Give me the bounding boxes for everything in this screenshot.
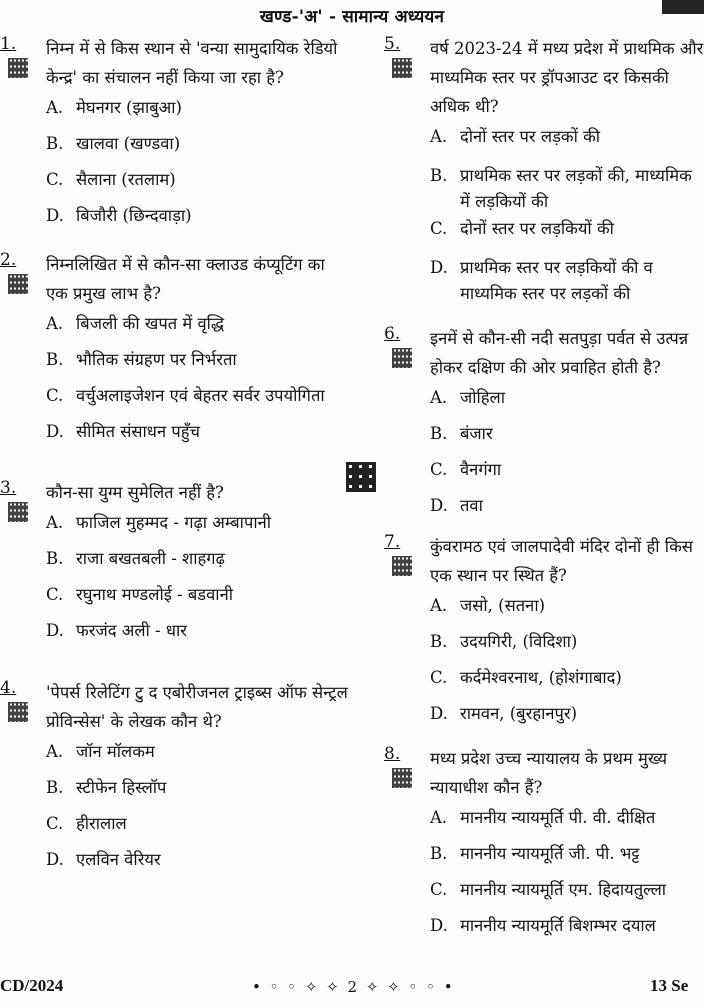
option-b[interactable]: B. राजा बखतबली - शाहगढ़	[46, 549, 225, 568]
question-8	[384, 744, 704, 954]
option-d[interactable]: D. बिजौरी (छिन्दवाड़ा)	[46, 206, 192, 225]
question-2	[0, 250, 350, 478]
option-d[interactable]: D. एलविन वेरियर	[46, 850, 161, 869]
option-b[interactable]: B. भौतिक संग्रहण पर निर्भरता	[46, 350, 237, 369]
option-c[interactable]: C. वर्चुअलाइजेशन एवं बेहतर सर्वर उपयोगिता	[46, 386, 325, 405]
right-column	[384, 34, 704, 954]
question-3	[0, 478, 350, 678]
question-number: 5.	[384, 34, 401, 54]
page-title: खण्ड-'अ' - सामान्य अध्ययन	[259, 7, 445, 27]
question-7	[384, 532, 704, 744]
question-text: निम्न में से किस स्थान से 'वन्या सामुदायिक रेडियो केन्द्र' का संचालन नहीं किया जा रहा है?	[46, 39, 338, 87]
question-4	[0, 678, 350, 918]
left-column	[0, 34, 350, 918]
option-a[interactable]: A. दोनों स्तर पर लड़कों की	[430, 127, 601, 146]
qr-code-icon	[392, 58, 412, 78]
question-number: 3.	[0, 478, 17, 498]
booklet-code: CD/2024	[0, 976, 64, 995]
question-text: निम्नलिखित में से कौन-सा क्लाउड कंप्यूटिंग का एक प्रमुख लाभ है?	[46, 255, 325, 303]
option-d[interactable]: D. फरजंद अली - धार	[46, 621, 188, 640]
option-a[interactable]: A. मेघनगर (झाबुआ)	[46, 98, 182, 117]
option-a[interactable]: A. जसो, (सतना)	[430, 596, 546, 615]
option-d[interactable]: D. तवा	[430, 496, 483, 515]
question-text: कुंवरामठ एवं जालपादेवी मंदिर दोनों ही किस एक स्थान पर स्थित हैं?	[430, 537, 693, 585]
qr-code-icon	[392, 556, 412, 576]
option-b[interactable]: B. उदयगिरी, (विदिशा)	[430, 632, 578, 651]
option-b[interactable]: B. माननीय न्यायमूर्ति जी. पी. भट्ट	[430, 844, 640, 863]
qr-code-icon	[8, 274, 28, 294]
option-c[interactable]: C. कर्दमेश्वरनाथ, (होशंगाबाद)	[430, 668, 622, 687]
option-d[interactable]: D. सीमित संसाधन पहुँच	[46, 422, 200, 441]
question-text: 'पेपर्स रिलेटिंग टु द एबोरीजनल ट्राइब्स ऑफ सेन्ट्रल प्रोविन्सेस' के लेखक कौन थे?	[46, 683, 348, 731]
question-number: 2.	[0, 250, 17, 270]
qr-code-icon	[392, 768, 412, 788]
option-b[interactable]: B. खालवा (खण्डवा)	[46, 134, 181, 153]
option-a[interactable]: A. बिजली की खपत में वृद्धि	[46, 314, 225, 333]
qr-code-icon	[8, 502, 28, 522]
option-a[interactable]: A. माननीय न्यायमूर्ति पी. वी. दीक्षित	[430, 808, 656, 827]
option-d[interactable]: D. माननीय न्यायमूर्ति बिशम्भर दयाल	[430, 916, 656, 935]
option-a[interactable]: A. जॉन मॉलकम	[46, 742, 155, 761]
question-number: 8.	[384, 744, 401, 764]
option-c[interactable]: C. रघुनाथ मण्डलोई - बडवानी	[46, 585, 234, 604]
qr-code-icon	[346, 462, 376, 492]
question-text: इनमें से कौन-सी नदी सतपुड़ा पर्वत से उत्पन्न होकर दक्षिण की ओर प्रवाहित होती है?	[430, 329, 689, 377]
option-b[interactable]: B. प्राथमिक स्तर पर लड़कों की, माध्यमिक में लड़कियों की	[430, 166, 692, 211]
question-text: कौन-सा युग्म सुमेलित नहीं है?	[46, 483, 224, 502]
qr-code-icon	[8, 702, 28, 722]
option-b[interactable]: B. बंजार	[430, 424, 493, 443]
question-number: 4.	[0, 678, 17, 698]
option-c[interactable]: C. माननीय न्यायमूर्ति एम. हिदायतुल्ला	[430, 880, 667, 899]
option-d[interactable]: D. रामवन, (बुरहानपुर)	[430, 704, 578, 723]
question-6	[384, 324, 704, 532]
question-1	[0, 34, 350, 250]
option-d[interactable]: D. प्राथमिक स्तर पर लड़कियों की व माध्यमिक स्तर पर लड़कों की	[430, 258, 653, 303]
question-number: 1.	[0, 34, 17, 54]
option-c[interactable]: C. हीरालाल	[46, 814, 127, 833]
option-c[interactable]: C. दोनों स्तर पर लड़कियों की	[430, 219, 614, 238]
question-text: मध्य प्रदेश उच्च न्यायालय के प्रथम मुख्य न्यायाधीश कौन हैं?	[430, 749, 668, 797]
qr-code-icon	[392, 348, 412, 368]
question-number: 6.	[384, 324, 401, 344]
option-a[interactable]: A. फाजिल मुहम्मद - गढ़ा अम्बापानी	[46, 513, 272, 532]
page-marker: • ◦ ◦ ✧ ✧ 2 ✧ ✧ ◦ ◦ •	[252, 978, 455, 996]
option-c[interactable]: C. सैलाना (रतलाम)	[46, 170, 176, 189]
option-c[interactable]: C. वैनगंगा	[430, 460, 502, 479]
qr-code-icon	[8, 58, 28, 78]
question-text: वर्ष 2023-24 में मध्य प्रदेश में प्राथमिक और माध्यमिक स्तर पर ड्रॉपआउट दर किसकी अधिक थी?	[430, 39, 704, 116]
page-number: 13 Se	[650, 976, 689, 995]
corner-barcode	[662, 0, 704, 14]
question-number: 7.	[384, 532, 401, 552]
question-5	[384, 34, 704, 324]
option-b[interactable]: B. स्टीफेन हिस्लॉप	[46, 778, 167, 797]
option-a[interactable]: A. जोहिला	[430, 388, 506, 407]
